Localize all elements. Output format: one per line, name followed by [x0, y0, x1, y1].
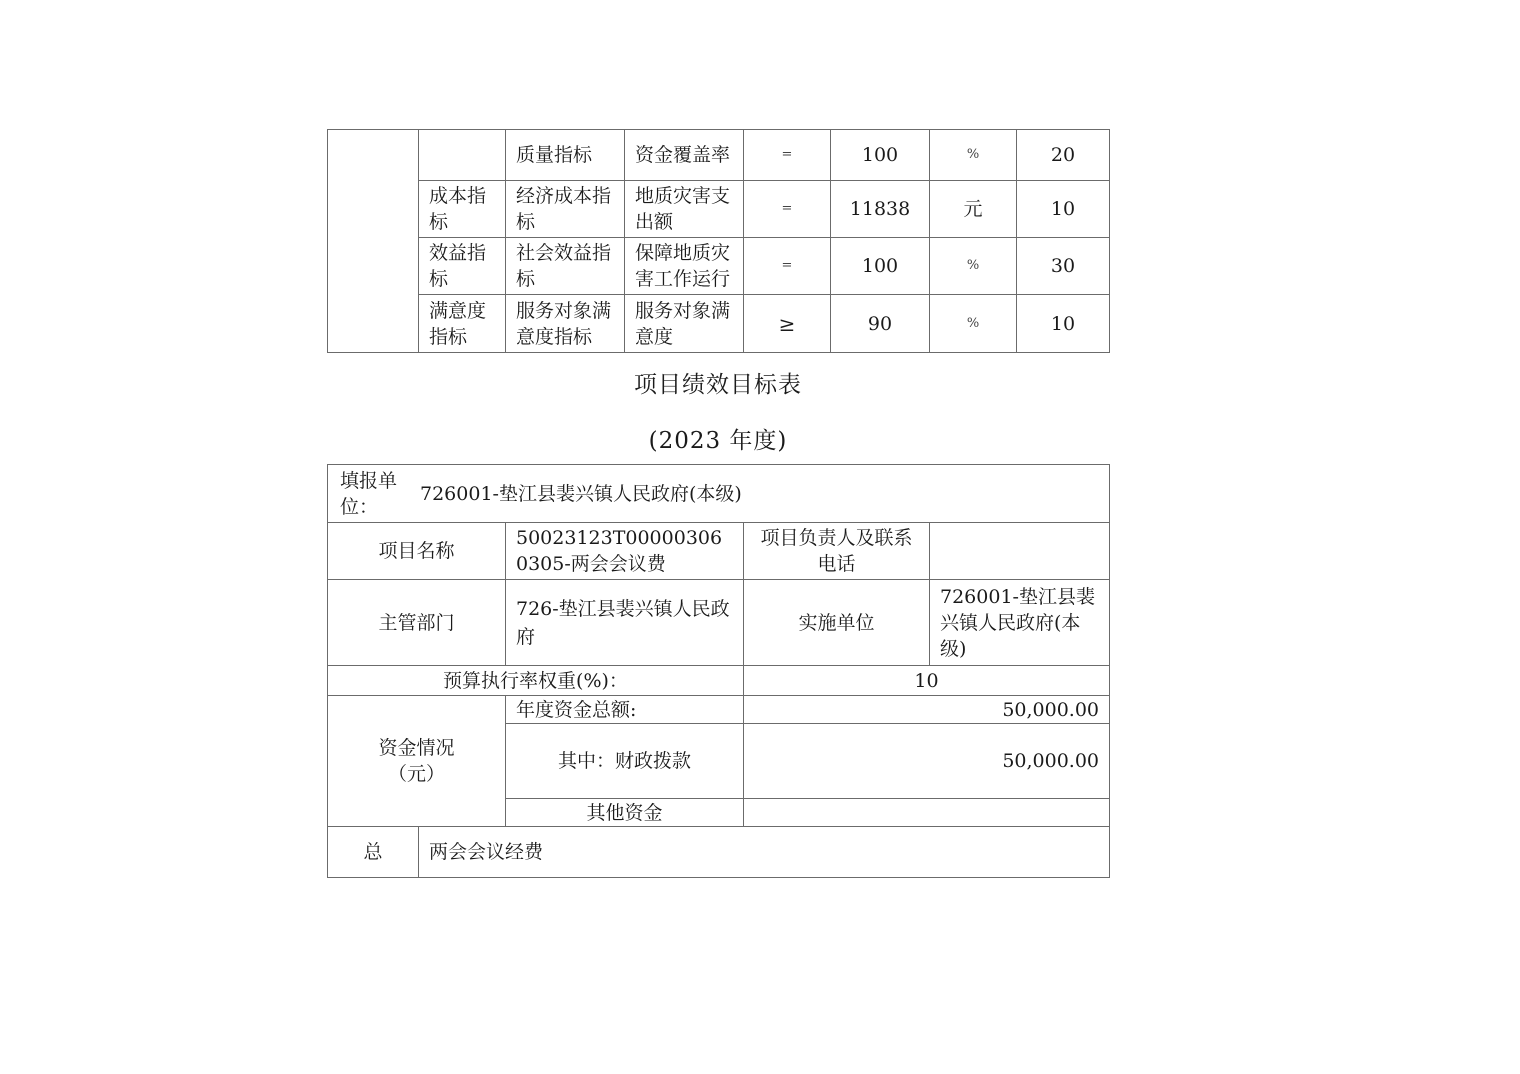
budget-rate-value: 10 — [744, 666, 1110, 696]
indicator-symbol-cell: = — [744, 181, 831, 238]
indicator-level2-cell: 成本指标 — [419, 181, 506, 238]
indicator-level1-cell — [328, 130, 419, 353]
indicator-level2-cell — [419, 130, 506, 181]
indicator-row — [328, 181, 1110, 238]
total-value: 两会会议经费 — [419, 827, 1110, 878]
form-row-unit — [328, 465, 1110, 523]
dept-label: 主管部门 — [328, 580, 506, 666]
indicator-name-cell: 地质灾害支出额 — [625, 181, 744, 238]
form-row-dept — [328, 580, 1110, 666]
other-funds-value — [744, 799, 1110, 827]
indicator-symbol-cell: = — [744, 130, 831, 181]
impl-label: 实施单位 — [744, 580, 930, 666]
indicator-row — [328, 130, 1110, 181]
fiscal-value: 50,000.00 — [744, 724, 1110, 799]
indicator-value-cell: 11838 — [831, 181, 930, 238]
indicator-weight-cell: 30 — [1017, 238, 1110, 295]
indicator-level2-cell: 效益指标 — [419, 238, 506, 295]
indicator-level2-cell: 满意度指标 — [419, 295, 506, 353]
indicator-level3-cell: 质量指标 — [506, 130, 625, 181]
indicator-weight-cell: 20 — [1017, 130, 1110, 181]
indicator-row — [328, 238, 1110, 295]
total-label: 总 — [328, 827, 419, 878]
budget-rate-label: 预算执行率权重(%)： — [328, 666, 744, 696]
indicator-unit-cell: % — [930, 238, 1017, 295]
indicator-weight-cell: 10 — [1017, 295, 1110, 353]
project-name-label: 项目名称 — [328, 523, 506, 580]
contact-value — [930, 523, 1110, 580]
dept-value: 726-垫江县裴兴镇人民政府 — [506, 580, 744, 666]
indicator-unit-cell: % — [930, 130, 1017, 181]
form-row-project — [328, 523, 1110, 580]
funds-label: 资金情况（元） — [328, 696, 506, 827]
indicator-name-cell: 资金覆盖率 — [625, 130, 744, 181]
indicator-symbol-cell: = — [744, 238, 831, 295]
indicator-name-cell: 保障地质灾害工作运行 — [625, 238, 744, 295]
indicator-symbol-cell: ≥ — [744, 295, 831, 353]
form-row-annual-total — [328, 696, 1110, 724]
annual-total-value: 50,000.00 — [744, 696, 1110, 724]
indicator-level3-cell: 社会效益指标 — [506, 238, 625, 295]
form-row-total — [328, 827, 1110, 878]
page-title: 项目绩效目标表 — [634, 372, 802, 398]
contact-label: 项目负责人及联系电话 — [744, 523, 930, 580]
indicator-value-cell: 100 — [831, 238, 930, 295]
project-name-value: 50023123T000003060305-两会会议费 — [506, 523, 744, 580]
indicator-value-cell: 90 — [831, 295, 930, 353]
indicator-value-cell: 100 — [831, 130, 930, 181]
page-subtitle-year: (2023 年度) — [648, 428, 788, 454]
indicator-unit-cell: 元 — [930, 181, 1017, 238]
indicator-level3-cell: 经济成本指标 — [506, 181, 625, 238]
unit-label: 填报单位： — [340, 469, 398, 518]
indicator-unit-cell: % — [930, 295, 1017, 353]
indicator-table — [327, 129, 1110, 353]
form-row-budget-rate — [328, 666, 1110, 696]
indicator-level3-cell: 服务对象满意度指标 — [506, 295, 625, 353]
performance-form-table — [327, 464, 1110, 878]
fiscal-label: 其中：财政拨款 — [506, 724, 744, 799]
indicator-name-cell: 服务对象满意度 — [625, 295, 744, 353]
indicator-row — [328, 295, 1110, 353]
indicator-weight-cell: 10 — [1017, 181, 1110, 238]
unit-cell — [328, 465, 1110, 523]
other-funds-label: 其他资金 — [506, 799, 744, 827]
annual-total-label: 年度资金总额: — [506, 696, 744, 724]
impl-value: 726001-垫江县裴兴镇人民政府(本级) — [930, 580, 1110, 666]
unit-value: 726001-垫江县裴兴镇人民政府(本级) — [420, 482, 742, 505]
